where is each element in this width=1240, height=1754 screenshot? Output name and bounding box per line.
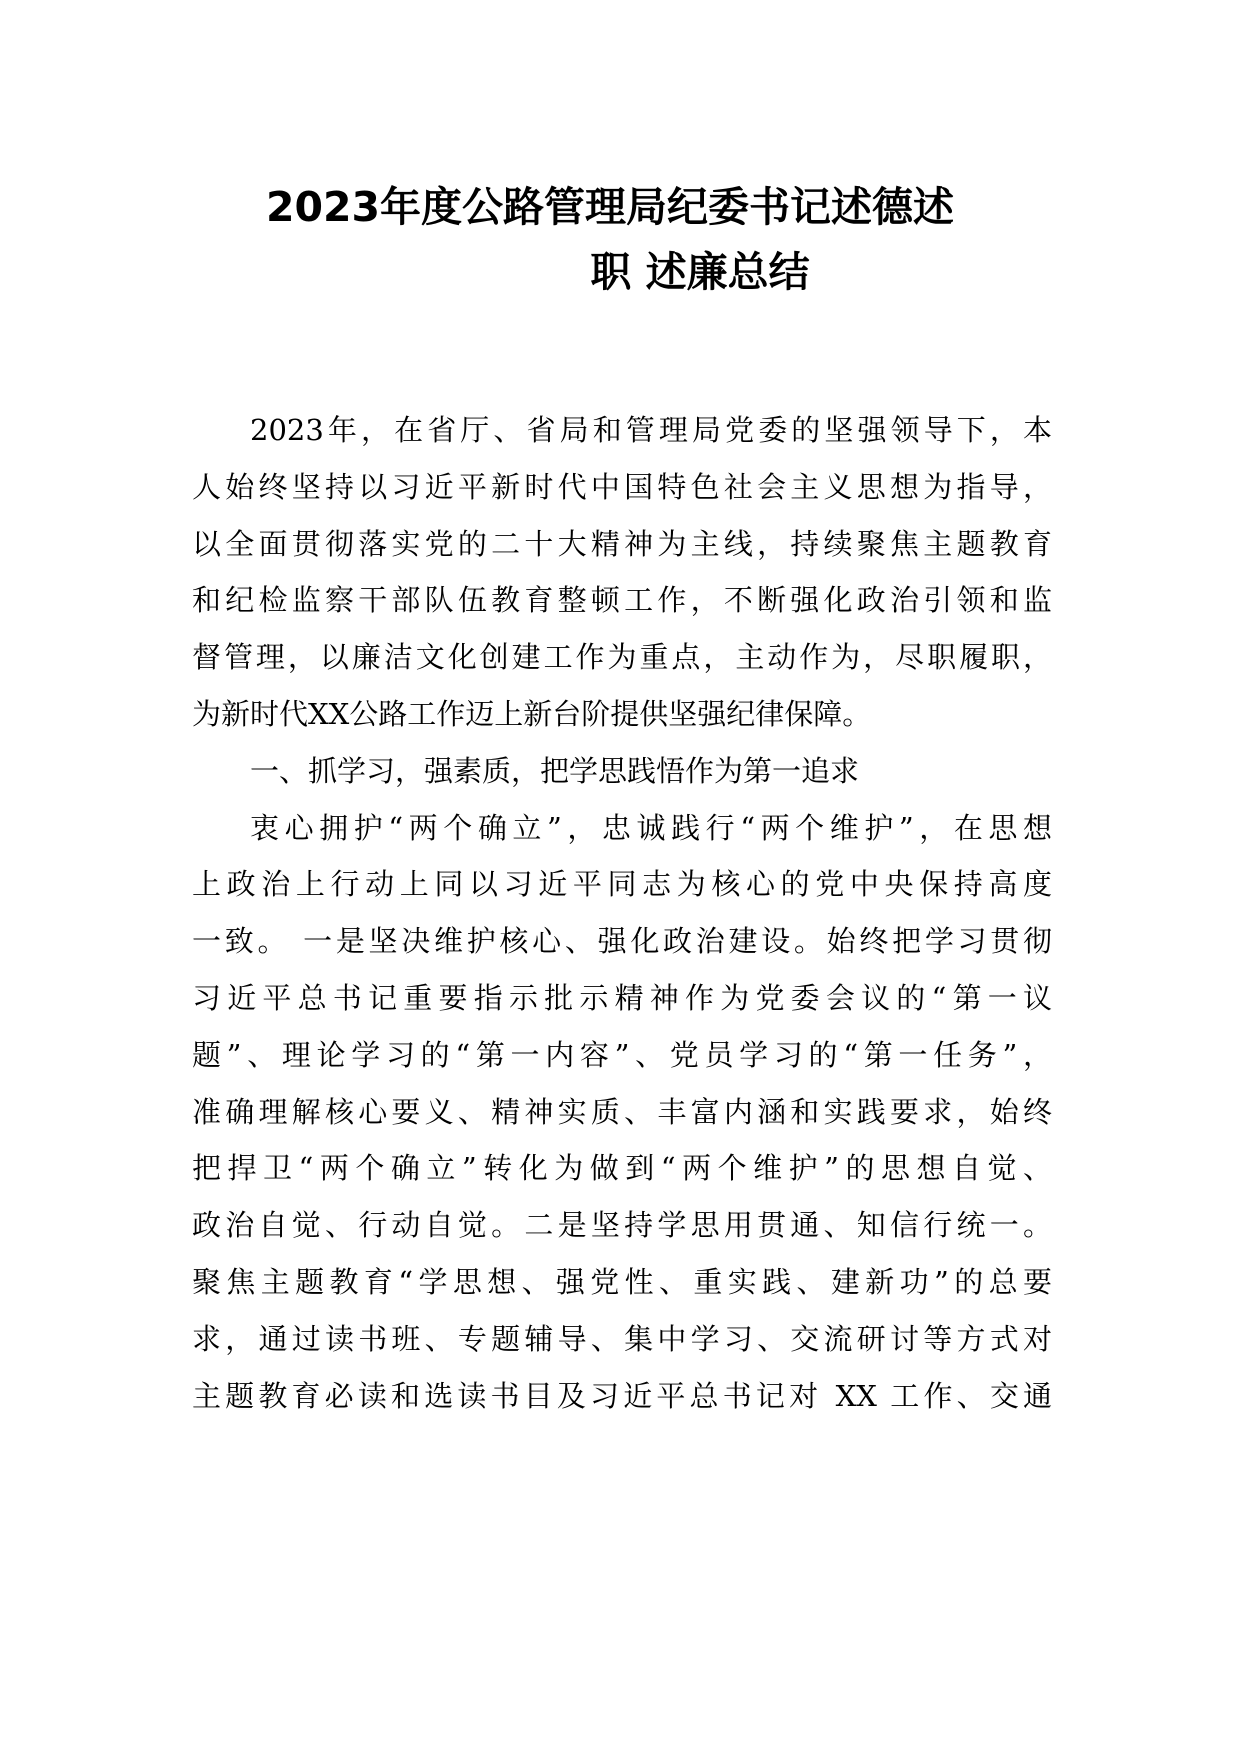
body-line: 人始终坚持以习近平新时代中国特色社会主义思想为指导，	[192, 469, 1052, 504]
body-line: 题”、理论学习的“第一内容”、党员学习的“第一任务”，	[192, 1037, 1052, 1072]
body-line: 政治自觉、行动自觉。二是坚持学思用贯通、知信行统一。	[192, 1208, 1052, 1243]
body-line: 为新时代XX公路工作迈上新台阶提供坚强纪律保障。	[192, 696, 872, 731]
body-line: 习近平总书记重要指示批示精神作为党委会议的“第一议	[192, 980, 1052, 1015]
section-heading: 一、抓学习，强素质，把学思践悟作为第一追求	[250, 753, 860, 788]
body-line: 以全面贯彻落实党的二十大精神为主线，持续聚焦主题教育	[192, 526, 1052, 561]
document-title-line-2: 职 述廉总结	[590, 248, 810, 296]
body-line: 聚焦主题教育“学思想、强党性、重实践、建新功”的总要	[192, 1264, 1052, 1299]
document-title-line-1: 2023年度公路管理局纪委书记述德述	[265, 183, 955, 231]
body-line: 准确理解核心要义、精神实质、丰富内涵和实践要求，始终	[192, 1094, 1052, 1129]
body-line: 主题教育必读和选读书目及习近平总书记对 XX 工作、交通	[192, 1378, 1052, 1413]
body-line: 衷心拥护“两个确立”，忠诚践行“两个维护”，在思想	[250, 810, 1052, 845]
body-line: 上政治上行动上同以习近平同志为核心的党中央保持高度	[192, 867, 1052, 902]
body-line: 求，通过读书班、专题辅导、集中学习、交流研讨等方式对	[192, 1321, 1052, 1356]
document-body	[192, 402, 1052, 1424]
body-line: 和纪检监察干部队伍教育整顿工作，不断强化政治引领和监	[192, 583, 1052, 618]
body-line: 一致。 一是坚决维护核心、强化政治建设。始终把学习贯彻	[192, 924, 1052, 959]
body-line: 督管理，以廉洁文化创建工作为重点，主动作为，尽职履职，	[192, 640, 1052, 675]
body-line: 2023年，在省厅、省局和管理局党委的坚强领导下，本	[250, 413, 1052, 447]
body-line: 把捍卫“两个确立”转化为做到“两个维护”的思想自觉、	[192, 1151, 1052, 1186]
